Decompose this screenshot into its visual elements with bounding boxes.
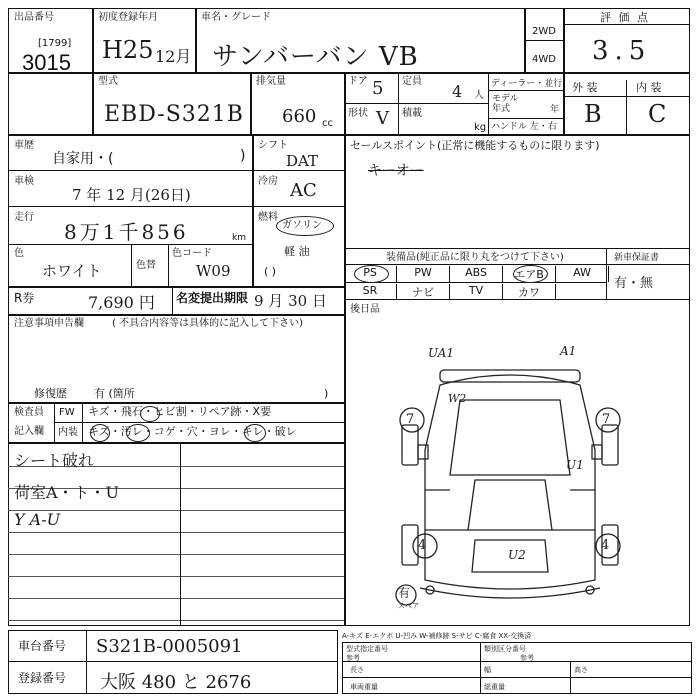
divider bbox=[86, 630, 87, 694]
chassis-label: 車台番号 bbox=[18, 639, 67, 653]
rule-line bbox=[8, 598, 344, 599]
width-label: 幅 bbox=[484, 666, 491, 674]
interior-value: C bbox=[648, 100, 667, 128]
equipment-item: AW bbox=[556, 266, 609, 282]
divider bbox=[344, 264, 690, 265]
doors-label: ドア bbox=[348, 76, 368, 87]
divider bbox=[168, 244, 169, 286]
exterior-label: 外 装 bbox=[572, 81, 598, 94]
divider bbox=[8, 402, 344, 404]
mileage-unit: km bbox=[232, 233, 246, 243]
history-value: 自家用・( bbox=[52, 151, 114, 167]
height-label: 高さ bbox=[574, 666, 588, 674]
recycle-value: 7,690 円 bbox=[88, 293, 155, 312]
divider bbox=[180, 442, 181, 626]
handwritten-note-1: シート破れ bbox=[14, 451, 95, 470]
repaint-label: 色替 bbox=[136, 260, 156, 271]
equipment-item: TV bbox=[450, 284, 503, 300]
color-label: 色 bbox=[14, 248, 24, 259]
equipment-item: PW bbox=[397, 266, 450, 282]
load-unit: kg bbox=[474, 122, 487, 133]
equipment-item: ナビ bbox=[397, 284, 450, 300]
divider bbox=[8, 286, 344, 288]
length-label: 長さ bbox=[350, 666, 364, 674]
lot-label: 出品番号 bbox=[14, 12, 54, 23]
color-code-value: W09 bbox=[196, 262, 231, 280]
inspection-label: 車検 bbox=[14, 176, 34, 187]
first-reg-value: H25 bbox=[102, 36, 154, 64]
handwritten-note-2: 荷室A・ト・U bbox=[14, 483, 120, 502]
equipment-circle-mark bbox=[354, 265, 389, 283]
notes-label: 注意事項申告欄 bbox=[14, 318, 84, 329]
fuel-label: 燃料 bbox=[258, 212, 278, 223]
mileage-value: 8万1千856 bbox=[64, 220, 189, 244]
divider bbox=[563, 24, 690, 25]
fuel-paren: ( ) bbox=[264, 265, 277, 278]
displacement-label: 排気量 bbox=[256, 76, 286, 87]
weight-label: 車両重量 bbox=[350, 683, 378, 691]
color-code-label: 色コード bbox=[172, 248, 212, 259]
deadline-label: 名変提出期限 bbox=[176, 291, 249, 305]
divider bbox=[8, 314, 344, 316]
deadline-value: 9 月 30 日 bbox=[254, 292, 327, 310]
history-close: ) bbox=[240, 148, 246, 164]
shift-value: DAT bbox=[286, 152, 319, 170]
handle-label: ハンドル 左・右 bbox=[491, 122, 557, 132]
first-reg-label: 初度登録年月 bbox=[98, 12, 158, 23]
divider bbox=[563, 96, 690, 97]
class-label: 類別区分番号 bbox=[484, 645, 526, 653]
divider bbox=[626, 80, 627, 134]
ac-label: 冷房 bbox=[258, 176, 278, 187]
score-label: 評 価 点 bbox=[600, 11, 650, 24]
doors-value: 5 bbox=[372, 78, 384, 99]
divider bbox=[8, 661, 338, 662]
circle-mark bbox=[90, 424, 110, 442]
car-diagram bbox=[380, 340, 640, 620]
legend: A-キズ E-エクボ U-凹み W-補修跡 S-サビ C-腐食 XX-交換済 bbox=[342, 632, 532, 640]
circle-mark bbox=[244, 424, 266, 442]
ac-value: AC bbox=[290, 180, 317, 201]
inspector-interior-label: 内装 bbox=[58, 427, 78, 438]
rule-line bbox=[8, 554, 344, 555]
model-ref-label: 型式指定番号 bbox=[346, 645, 388, 653]
divider bbox=[252, 134, 254, 286]
color-value: ホワイト bbox=[42, 262, 102, 280]
divider bbox=[344, 282, 606, 283]
damage-mark: U2 bbox=[508, 548, 526, 562]
model-ref-sub: 参考 bbox=[346, 654, 360, 662]
equipment-item: エアB bbox=[503, 266, 556, 282]
model-year-label: モデル 年式 bbox=[492, 94, 519, 114]
divider bbox=[8, 206, 344, 207]
divider bbox=[8, 442, 344, 444]
spare-stamp: 有 bbox=[398, 586, 411, 600]
divider bbox=[92, 8, 94, 134]
divider bbox=[480, 642, 481, 694]
divider bbox=[8, 170, 344, 171]
warranty-label: 新車保証書 bbox=[614, 253, 660, 263]
fuel-gas: ガソリン bbox=[282, 220, 322, 231]
spare-stamp-sub: スペア bbox=[398, 602, 419, 610]
rule-line bbox=[8, 576, 344, 577]
divider bbox=[488, 90, 563, 91]
interior-label: 内 装 bbox=[636, 81, 662, 94]
capacity-label: 定員 bbox=[402, 76, 422, 87]
notes-label-sub: ( 不具合内容等は具体的に記入して下さい) bbox=[112, 318, 303, 329]
divider bbox=[344, 316, 346, 626]
circle-mark bbox=[140, 406, 160, 422]
repair-label: 修復歴 bbox=[34, 387, 67, 400]
history-label: 車歴 bbox=[14, 140, 34, 151]
recycle-label: R券 bbox=[14, 291, 35, 305]
warranty-value: 有・無 bbox=[614, 276, 654, 291]
car-name-value: サンバーバン VB bbox=[212, 42, 419, 72]
chassis-value: S321B-0005091 bbox=[96, 636, 243, 657]
aftermarket-label: 後日品 bbox=[350, 304, 380, 315]
rule-line bbox=[8, 532, 344, 533]
equipment-item: ABS bbox=[450, 266, 503, 282]
damage-mark: 4 bbox=[418, 538, 427, 553]
lot-number: 3015 bbox=[22, 50, 71, 75]
damage-mark: 7 bbox=[406, 412, 415, 427]
repair-value: 有 (箇所 bbox=[94, 387, 135, 400]
fw-text: キズ・飛石・ヒビ割・リペア跡・X要 bbox=[88, 405, 272, 418]
plate-label: 登録番号 bbox=[18, 671, 67, 685]
divider bbox=[563, 8, 565, 134]
divider bbox=[344, 103, 488, 104]
model-label: 型式 bbox=[98, 76, 118, 87]
rule-line bbox=[8, 620, 344, 621]
divider bbox=[488, 72, 489, 134]
fuel-gas-circle bbox=[276, 216, 334, 236]
dealer-label: ディーラー・並行 bbox=[491, 79, 563, 89]
displacement-value: 660 bbox=[282, 106, 317, 127]
inspection-value: 7 年 12 月(26日) bbox=[72, 186, 191, 204]
damage-mark: 7 bbox=[602, 412, 611, 427]
divider bbox=[342, 677, 692, 678]
total-label: 総重量 bbox=[484, 683, 505, 691]
equipment-label: 装備品(純正品に限り丸をつけて下さい) bbox=[386, 252, 564, 263]
inspector-label-2: 記入欄 bbox=[14, 426, 44, 437]
lot-sub: [1799] bbox=[38, 38, 72, 49]
divider bbox=[342, 661, 692, 662]
mileage-label: 走行 bbox=[14, 212, 34, 223]
divider bbox=[54, 422, 344, 423]
damage-mark: UA1 bbox=[428, 346, 455, 360]
divider bbox=[524, 40, 564, 41]
drive-4wd: 4WD bbox=[532, 54, 556, 65]
equipment-item: SR bbox=[344, 284, 397, 300]
divider bbox=[488, 118, 563, 119]
drive-2wd: 2WD bbox=[532, 26, 556, 37]
divider bbox=[8, 134, 690, 136]
damage-mark: A1 bbox=[560, 344, 577, 358]
fuel-diesel: 軽 油 bbox=[284, 245, 310, 258]
circle-mark bbox=[126, 424, 150, 442]
inspector-interior-text: キズ・汚レ・コゲ・穴・ヨレ・キレ・破レ bbox=[88, 425, 297, 438]
divider bbox=[250, 72, 252, 134]
divider bbox=[131, 244, 132, 286]
exterior-value: B bbox=[584, 100, 602, 128]
sales-scribble: キーオー bbox=[368, 163, 424, 179]
load-label: 積載 bbox=[402, 108, 422, 119]
year-unit: 年 bbox=[550, 105, 560, 115]
score-value: 3.5 bbox=[592, 36, 652, 66]
shape-value: V bbox=[376, 108, 389, 129]
equipment-item: PS bbox=[344, 266, 397, 282]
equipment-circle-mark bbox=[513, 265, 548, 283]
inspector-label-1: 検査員 bbox=[14, 407, 44, 418]
divider bbox=[570, 661, 571, 694]
first-reg-month: 12月 bbox=[155, 47, 192, 66]
equipment-item: カワ bbox=[503, 284, 556, 300]
sales-label: セールスポイント(正常に機能するものに限ります) bbox=[350, 139, 600, 152]
repair-close: ) bbox=[324, 387, 329, 400]
car-name-label: 車名・グレード bbox=[201, 12, 271, 23]
displacement-unit: cc bbox=[322, 118, 333, 129]
shift-label: シフト bbox=[258, 140, 288, 151]
shape-label: 形状 bbox=[348, 108, 368, 119]
damage-mark: U1 bbox=[566, 458, 584, 472]
capacity-value: 4 bbox=[452, 82, 463, 101]
fw-label: FW bbox=[59, 407, 75, 418]
handwritten-note-3: Y A-U bbox=[14, 510, 61, 529]
divider bbox=[172, 286, 173, 314]
plate-value: 大阪 480 と 2676 bbox=[100, 672, 252, 693]
class-sub: 参考 bbox=[520, 654, 534, 662]
damage-mark: 4 bbox=[601, 538, 610, 553]
divider bbox=[195, 8, 197, 72]
divider bbox=[344, 248, 690, 249]
model-value: EBD-S321B bbox=[104, 102, 244, 127]
capacity-unit: 人 bbox=[474, 90, 484, 101]
damage-mark: W2 bbox=[448, 392, 467, 405]
